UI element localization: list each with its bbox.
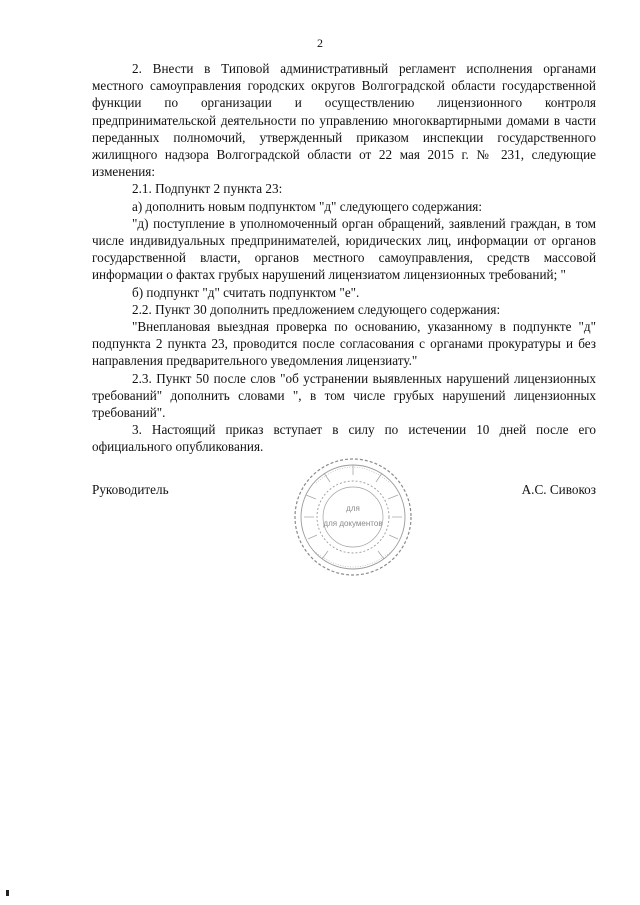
document-body [92,60,596,456]
paragraph-2: 2. Внести в Типовой административный регламент исполнения органами местного самоуправления городских округов Волгоградской области государственной функции по организации и осуществлению лицензионного контроля предпринимательской деятельности по управлению многоквартирными домами в части переданных полномочий, утвержденный приказом инспекции государственного жилищного надзора Волгоградской области от 22 мая 2015 г. № 231, следующие изменения: [92,61,596,180]
paragraph-2-1-a: а) дополнить новым подпунктом "д" следующего содержания: [132,198,483,214]
paragraph-2-2: 2.2. Пункт 30 дополнить предложением следующего содержания: [132,301,501,317]
paragraph-2-1: 2.1. Подпункт 2 пункта 23: [132,181,283,197]
official-stamp [292,455,414,579]
paragraph-2-1-d-quote: "д) поступление в уполномоченный орган обращений, заявлений граждан, в том числе индивидуальных предпринимателей, юридических лиц, информации от органов государственной власти, органов местного самоуправления, средств массовой информации о фактах грубых нарушений лицензиатом лицензионных требований; " [92,215,596,283]
paragraph-2-3: 2.3. Пункт 50 после слов "об устранении выявленных нарушений лицензионных требований" дополнить словами ", в том числе грубых нарушений лицензионных требований". [92,370,596,421]
paragraph-2-2-quote: "Внеплановая выездная проверка по основанию, указанному в подпункте "д" подпункта 2 пункта 23, проводится после согласования с органами прокуратуры и без направления предварительного уведомления лицензиату." [92,319,596,369]
stamp-center-text: для документов [323,519,383,528]
scan-artifact [6,890,9,896]
paragraph-3: 3. Настоящий приказ вступает в силу по истечении 10 дней после его официального опубликования. [92,422,596,455]
signatory-name: А.С. Сивокоз [521,482,596,497]
page-number: 2 [317,36,323,50]
stamp-seal-icon [292,455,414,579]
signatory-position: Руководитель [92,482,169,497]
paragraph-2-1-b: б) подпункт "д" считать подпунктом "е". [132,284,360,300]
svg-text:для: для [346,504,360,513]
